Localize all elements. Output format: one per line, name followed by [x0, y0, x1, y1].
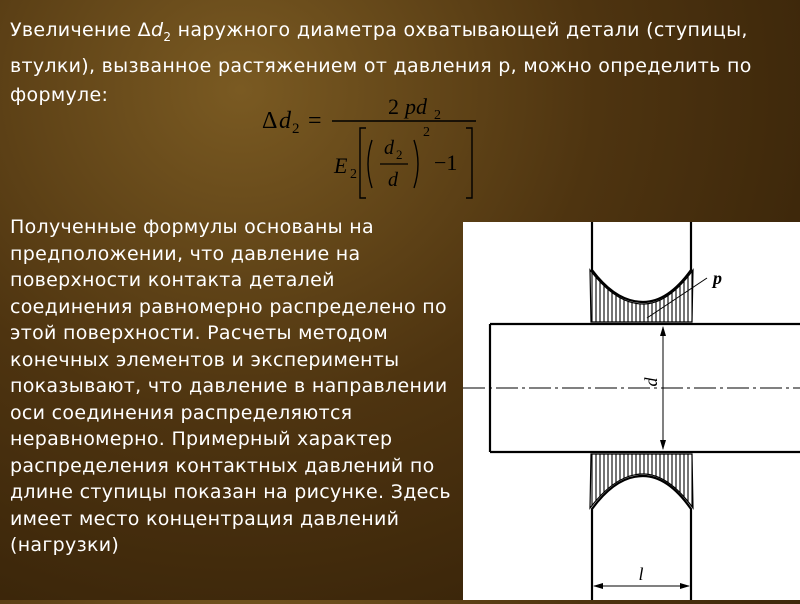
formula-den-var: E [334, 153, 348, 178]
formula-num-coef: 2 [388, 94, 399, 119]
pressure-distribution-figure [463, 222, 800, 600]
intro-text-start: Увеличение Δ [10, 19, 151, 41]
formula-delta: Δ [262, 108, 278, 134]
formula-frac-num-sub: 2 [396, 147, 403, 162]
diameter-arrow-bottom [660, 440, 666, 450]
diameter-label: d [641, 377, 661, 387]
formula-lhs-var: d [279, 108, 291, 134]
formula-equals: = [308, 108, 322, 134]
formula-exponent: 2 [423, 125, 430, 140]
formula-frac-num: d [384, 137, 394, 159]
intro-text-end: наружного диаметра охватывающей детали (ступицы, втулки), вызванное растяжением от давления p, можно определить по формуле: [10, 19, 752, 106]
formula-lhs-sub: 2 [292, 121, 300, 137]
formula-frac-den: d [388, 169, 398, 191]
intro-variable: d [150, 19, 164, 41]
pressure-label: p [713, 268, 722, 288]
formula-den-sub: 2 [350, 167, 357, 182]
length-label: l [638, 564, 644, 584]
formula-svg [262, 94, 522, 206]
intro-variable-subscript: 2 [163, 29, 172, 44]
body-paragraph: Полученные формулы основаны на предположении, что давление на поверхности контакта деталей соединения равномерно распределено по этой поверхности. Расчеты методом конечных элементов и эксперименты показывают, что давление в направлении оси соединения распределяются неравномерно. Примерный характер распределения контактных давлений по длине ступицы показан на рисунке. Здесь имеет место концентрация давлений (нагрузки) [10, 216, 451, 556]
diameter-arrow-top [660, 326, 666, 336]
formula-minus-one: −1 [434, 150, 458, 175]
formula-num-var: pd [405, 94, 427, 119]
figure-drawing [463, 222, 800, 600]
intro-paragraph [10, 16, 790, 110]
formula-right-bracket [466, 128, 472, 198]
formula-left-bracket [360, 128, 366, 198]
formula-left-paren [368, 140, 372, 188]
formula [262, 94, 522, 206]
formula-right-paren [414, 140, 418, 188]
formula-num-sub: 2 [434, 108, 441, 123]
